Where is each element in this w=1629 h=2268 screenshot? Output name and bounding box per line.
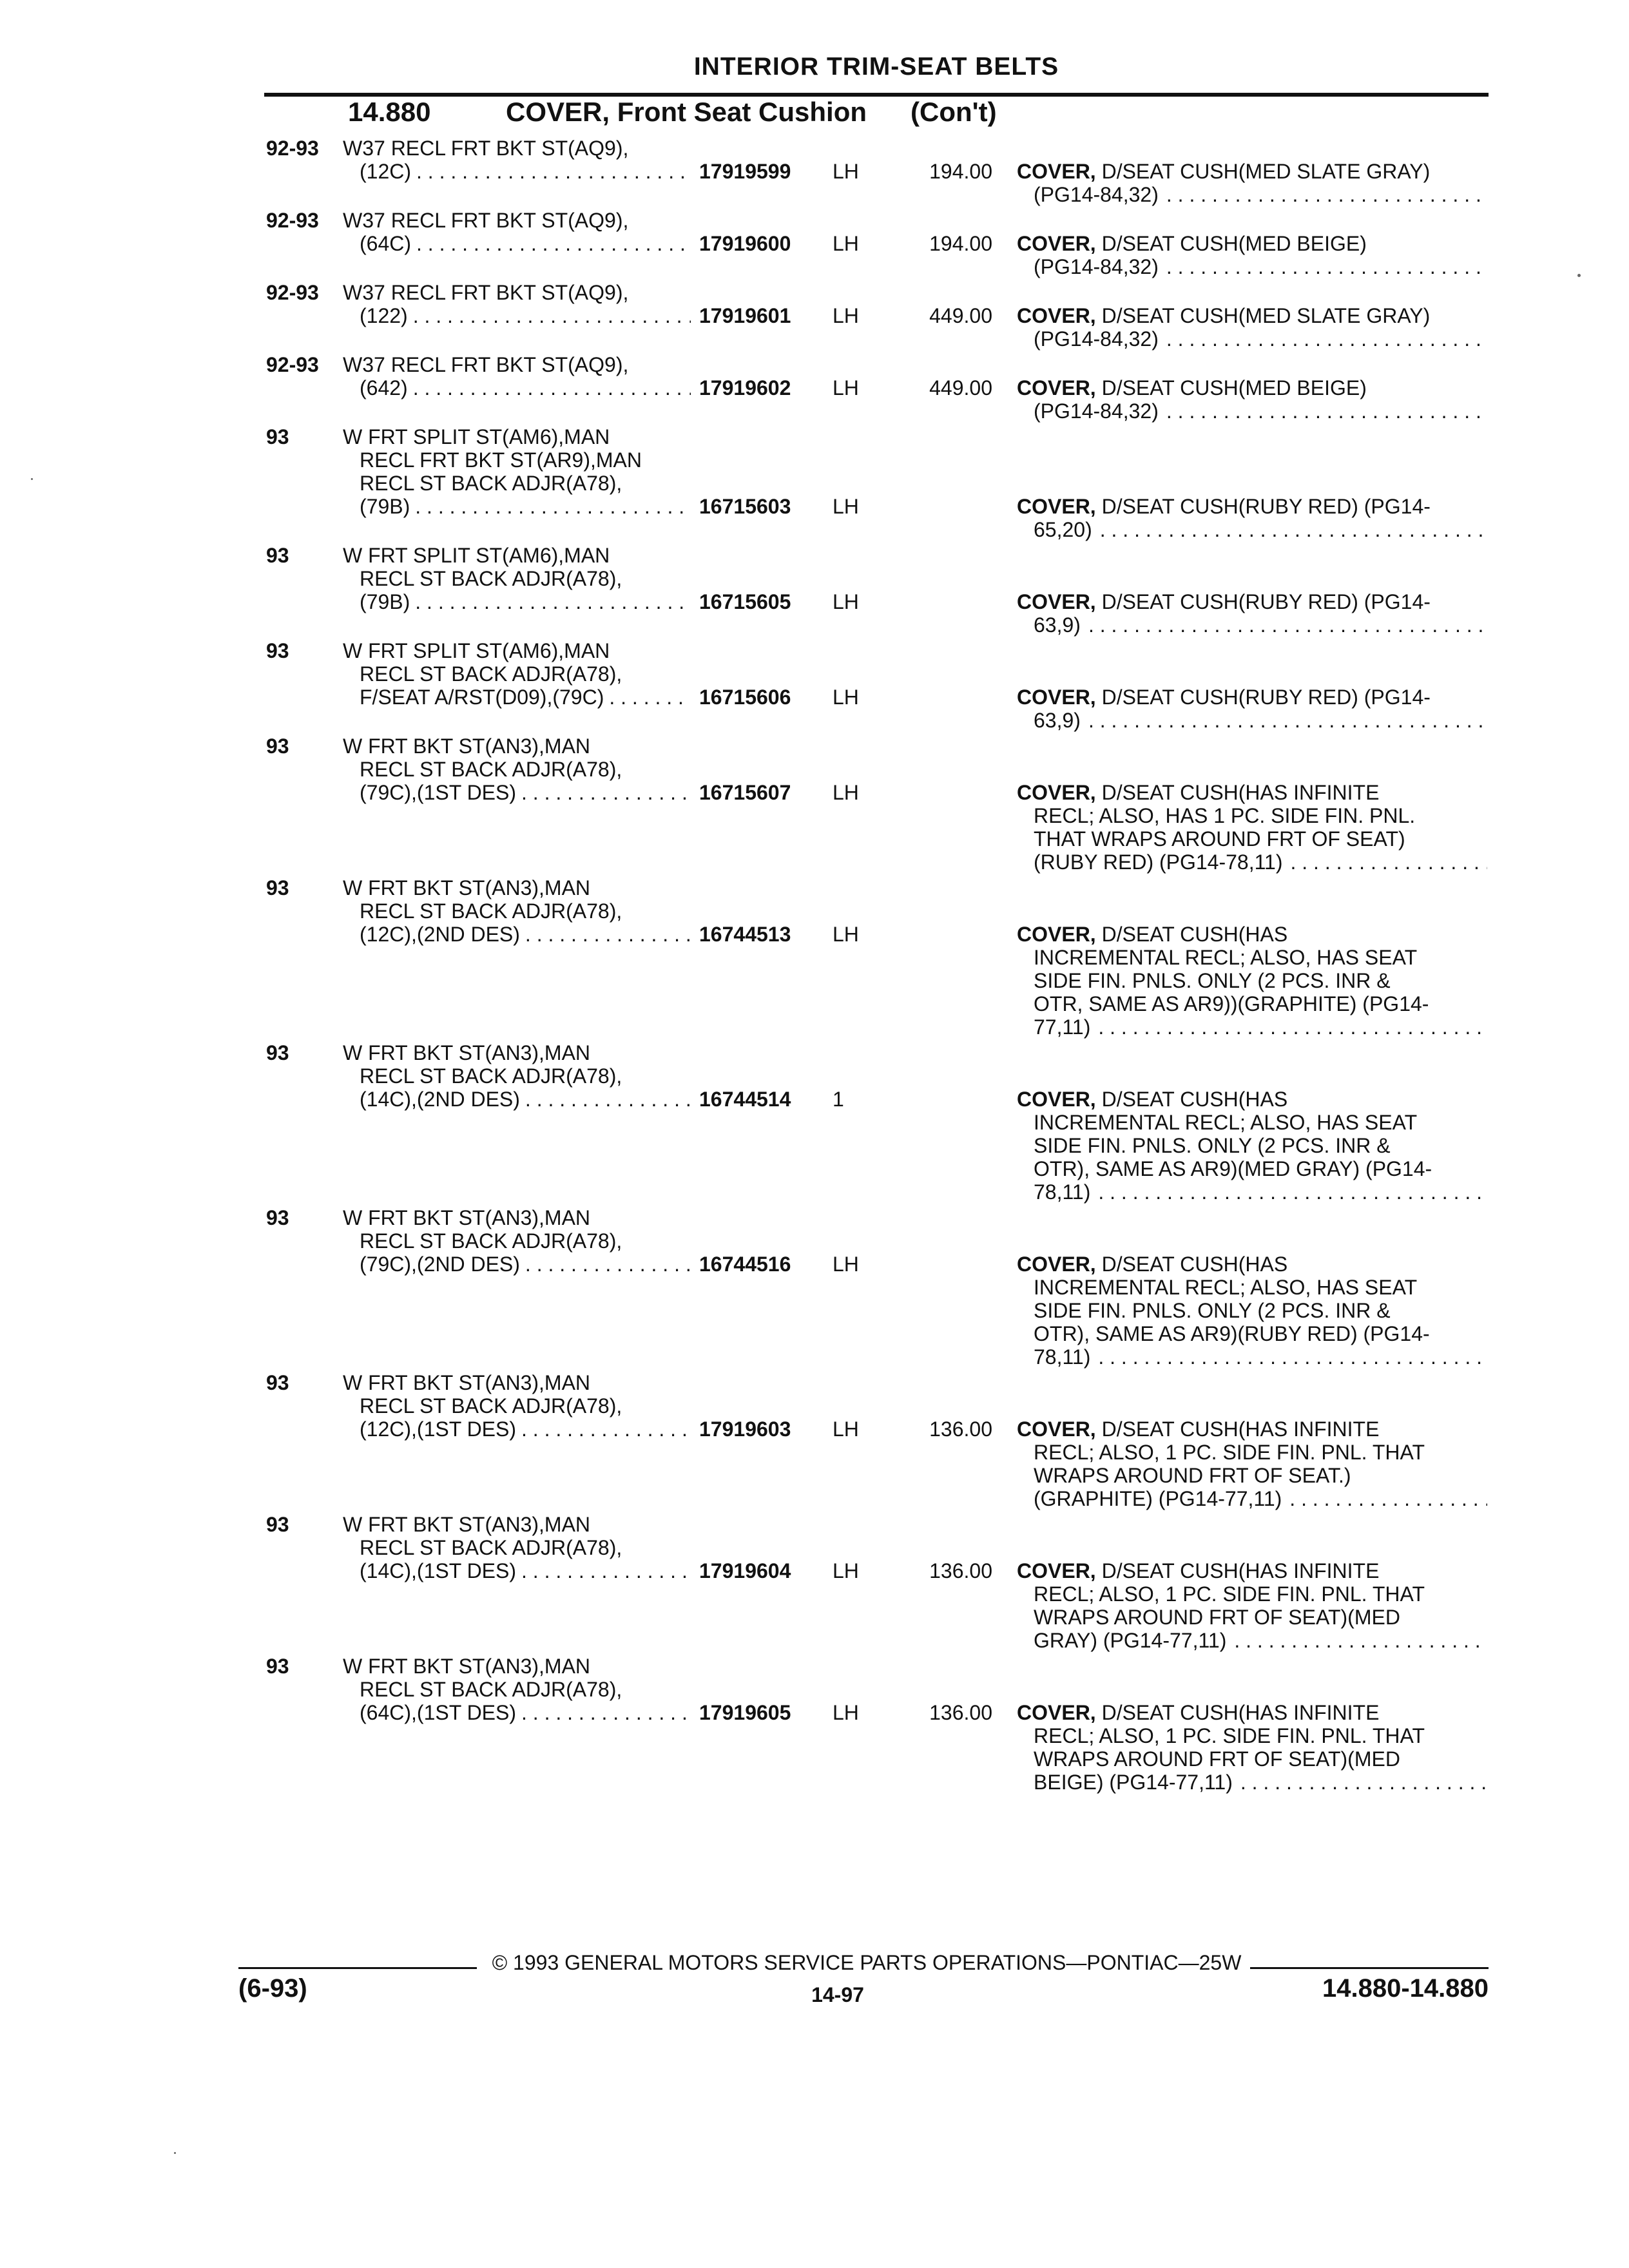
part-number: 16715603 <box>699 495 791 518</box>
table-row <box>0 137 1629 209</box>
description-line: W FRT SPLIT ST(AM6),MAN <box>343 639 610 662</box>
section-range: 14.880-14.880 <box>1322 1974 1489 2003</box>
dot-leader <box>521 1559 691 1582</box>
part-description-line-last <box>1017 1345 1487 1369</box>
part-description <box>1017 1559 1487 1652</box>
quantity: LH <box>833 590 859 613</box>
part-description-text: (PG14-84,32) <box>1034 327 1159 351</box>
section-name: COVER, Front Seat Cushion <box>506 97 867 127</box>
dot-leader <box>1234 1629 1487 1652</box>
part-description-line: RECL; ALSO, 1 PC. SIDE FIN. PNL. THAT <box>1034 1582 1425 1606</box>
dot-leader <box>1166 399 1487 423</box>
part-type-label: COVER, <box>1017 1253 1096 1276</box>
application-description <box>343 425 691 518</box>
part-number: 17919600 <box>699 232 791 255</box>
dot-leader <box>525 923 691 946</box>
part-description-text: (GRAPHITE) (PG14-77,11) <box>1034 1487 1282 1510</box>
part-description-text: 65,20) <box>1034 518 1092 541</box>
description-line: RECL ST BACK ADJR(A78), <box>360 1678 622 1701</box>
part-type-label: COVER, <box>1017 1418 1096 1441</box>
description-line-last <box>343 376 691 399</box>
description-text: (79B) <box>360 590 410 613</box>
description-line: W37 RECL FRT BKT ST(AQ9), <box>343 281 629 304</box>
part-description-line: INCREMENTAL RECL; ALSO, HAS SEAT <box>1034 1276 1418 1299</box>
part-description-line: COVER, D/SEAT CUSH(HAS INFINITE <box>1017 1701 1380 1724</box>
part-description-line: OTR), SAME AS AR9)(MED GRAY) (PG14- <box>1034 1157 1432 1180</box>
description-line-last <box>343 304 691 327</box>
description-line: RECL ST BACK ADJR(A78), <box>360 1229 622 1253</box>
page-number: 14-97 <box>811 1983 864 2006</box>
description-line: RECL ST BACK ADJR(A78), <box>360 567 622 590</box>
part-type-label: COVER, <box>1017 686 1096 709</box>
part-number: 16715605 <box>699 590 791 613</box>
part-description-line: COVER, D/SEAT CUSH(HAS <box>1017 1253 1288 1276</box>
part-description-line: COVER, D/SEAT CUSH(HAS INFINITE <box>1017 1418 1380 1441</box>
application-description <box>343 1371 691 1441</box>
part-number: 16744514 <box>699 1088 791 1111</box>
part-description <box>1017 1701 1487 1794</box>
description-line: W FRT BKT ST(AN3),MAN <box>343 1041 591 1064</box>
model-years: 93 <box>266 876 289 899</box>
table-row <box>0 281 1629 353</box>
quantity: LH <box>833 160 859 183</box>
description-line-last <box>343 160 691 183</box>
list-price: 194.00 <box>929 160 992 183</box>
application-description <box>343 281 691 327</box>
dot-leader <box>521 781 691 804</box>
part-description-line-last <box>1017 850 1487 874</box>
dot-leader <box>1240 1771 1487 1794</box>
dot-leader <box>1166 327 1487 351</box>
application-description <box>343 1041 691 1111</box>
description-line-last <box>343 1253 691 1276</box>
part-description-text: 63,9) <box>1034 709 1081 732</box>
application-description <box>343 1206 691 1276</box>
application-description <box>343 209 691 255</box>
dot-leader <box>1289 1487 1487 1510</box>
quantity: LH <box>833 1418 859 1441</box>
part-description-line-last <box>1017 1015 1487 1039</box>
part-type-label: COVER, <box>1017 781 1096 804</box>
part-number: 17919603 <box>699 1418 791 1441</box>
part-type-label: COVER, <box>1017 232 1096 255</box>
dot-leader <box>521 1701 691 1724</box>
description-line: W FRT BKT ST(AN3),MAN <box>343 1655 591 1678</box>
description-line: W37 RECL FRT BKT ST(AQ9), <box>343 137 629 160</box>
dot-leader <box>525 1253 691 1276</box>
part-description-line-last <box>1017 1487 1487 1510</box>
part-description <box>1017 781 1487 874</box>
part-description <box>1017 590 1487 637</box>
dot-leader <box>1166 255 1487 278</box>
application-description <box>343 353 691 399</box>
model-years: 93 <box>266 1513 289 1536</box>
scan-speck <box>174 2152 176 2154</box>
description-text: (122) <box>360 304 408 327</box>
part-description-line-last <box>1017 1629 1487 1652</box>
description-line-last <box>343 1088 691 1111</box>
application-description <box>343 544 691 613</box>
list-price: 136.00 <box>929 1701 992 1724</box>
description-line: RECL ST BACK ADJR(A78), <box>360 1064 622 1088</box>
application-description <box>343 639 691 709</box>
dot-leader <box>525 1088 691 1111</box>
quantity: LH <box>833 304 859 327</box>
model-years: 92-93 <box>266 209 319 232</box>
description-line-last <box>343 1559 691 1582</box>
part-description-line: WRAPS AROUND FRT OF SEAT)(MED <box>1034 1747 1400 1771</box>
description-line-last <box>343 781 691 804</box>
description-line: RECL ST BACK ADJR(A78), <box>360 899 622 923</box>
model-years: 93 <box>266 639 289 662</box>
part-description-text: (PG14-84,32) <box>1034 399 1159 423</box>
application-description <box>343 735 691 804</box>
part-description-line: SIDE FIN. PNLS. ONLY (2 PCS. INR & <box>1034 1299 1391 1322</box>
list-price: 194.00 <box>929 232 992 255</box>
description-line: W FRT BKT ST(AN3),MAN <box>343 1371 591 1394</box>
part-number: 17919601 <box>699 304 791 327</box>
description-line-last <box>343 1418 691 1441</box>
dot-leader <box>416 160 691 183</box>
description-line: W37 RECL FRT BKT ST(AQ9), <box>343 353 629 376</box>
part-description-text: GRAY) (PG14-77,11) <box>1034 1629 1227 1652</box>
part-description-line: COVER, D/SEAT CUSH(RUBY RED) (PG14- <box>1017 590 1431 613</box>
table-row <box>0 1371 1629 1513</box>
part-description-line: COVER, D/SEAT CUSH(HAS <box>1017 1088 1288 1111</box>
part-type-label: COVER, <box>1017 923 1096 946</box>
scan-speck <box>1577 274 1581 277</box>
part-description-line: INCREMENTAL RECL; ALSO, HAS SEAT <box>1034 946 1418 969</box>
description-text: (64C) <box>360 232 412 255</box>
part-description-line: OTR), SAME AS AR9)(RUBY RED) (PG14- <box>1034 1322 1430 1345</box>
part-type-label: COVER, <box>1017 495 1096 518</box>
list-price: 136.00 <box>929 1559 992 1582</box>
dot-leader <box>415 590 691 613</box>
part-description-line: COVER, D/SEAT CUSH(MED BEIGE) <box>1017 376 1367 399</box>
application-description <box>343 1513 691 1582</box>
model-years: 92-93 <box>266 137 319 160</box>
description-line: RECL ST BACK ADJR(A78), <box>360 758 622 781</box>
description-text: (12C),(2ND DES) <box>360 923 520 946</box>
description-text: (79B) <box>360 495 410 518</box>
description-line: RECL ST BACK ADJR(A78), <box>360 662 622 686</box>
quantity: LH <box>833 1253 859 1276</box>
description-line: W FRT BKT ST(AN3),MAN <box>343 1206 591 1229</box>
model-years: 93 <box>266 1371 289 1394</box>
part-description-line-last <box>1017 183 1487 206</box>
part-description-text: 78,11) <box>1034 1180 1091 1204</box>
description-line: RECL ST BACK ADJR(A78), <box>360 472 622 495</box>
description-text: (64C),(1ST DES) <box>360 1701 517 1724</box>
copyright-notice: © 1993 GENERAL MOTORS SERVICE PARTS OPERATIONS—PONTIAC—25W <box>492 1951 1242 1974</box>
description-line-last <box>343 1701 691 1724</box>
list-price: 449.00 <box>929 304 992 327</box>
model-years: 93 <box>266 425 289 448</box>
table-row <box>0 425 1629 544</box>
description-line-last <box>343 923 691 946</box>
dot-leader <box>1098 1015 1487 1039</box>
part-number: 17919599 <box>699 160 791 183</box>
part-description-line: SIDE FIN. PNLS. ONLY (2 PCS. INR & <box>1034 969 1391 992</box>
continued-label: (Con't) <box>911 97 997 127</box>
description-text: (14C),(2ND DES) <box>360 1088 520 1111</box>
part-description-text: BEIGE) (PG14-77,11) <box>1034 1771 1233 1794</box>
application-description <box>343 137 691 183</box>
description-line-last <box>343 686 691 709</box>
revision-date: (6-93) <box>238 1974 307 2003</box>
quantity: LH <box>833 781 859 804</box>
description-line-last <box>343 232 691 255</box>
model-years: 93 <box>266 1206 289 1229</box>
part-type-label: COVER, <box>1017 1701 1096 1724</box>
page-title: INTERIOR TRIM-SEAT BELTS <box>693 53 1059 81</box>
dot-leader <box>1098 1180 1487 1204</box>
table-row <box>0 1206 1629 1371</box>
table-row <box>0 544 1629 639</box>
part-description-text: 78,11) <box>1034 1345 1091 1369</box>
description-line: W FRT BKT ST(AN3),MAN <box>343 735 591 758</box>
description-text: F/SEAT A/RST(D09),(79C) <box>360 686 604 709</box>
part-number: 17919605 <box>699 1701 791 1724</box>
description-text: (642) <box>360 376 408 399</box>
quantity: LH <box>833 1559 859 1582</box>
page-header <box>264 50 1489 97</box>
part-description-line: THAT WRAPS AROUND FRT OF SEAT) <box>1034 827 1405 850</box>
part-description-line-last <box>1017 327 1487 351</box>
part-type-label: COVER, <box>1017 1088 1096 1111</box>
footer-rule-right <box>1250 1967 1489 1969</box>
part-description-text: (RUBY RED) (PG14-78,11) <box>1034 850 1283 874</box>
part-description-line: COVER, D/SEAT CUSH(HAS INFINITE <box>1017 781 1380 804</box>
part-description-line-last <box>1017 1771 1487 1794</box>
part-description-line-last <box>1017 1180 1487 1204</box>
part-description-line-last <box>1017 518 1487 541</box>
description-text: (79C),(1ST DES) <box>360 781 517 804</box>
part-type-label: COVER, <box>1017 160 1096 183</box>
section-number: 14.880 <box>348 97 431 127</box>
part-description <box>1017 376 1487 423</box>
model-years: 93 <box>266 544 289 567</box>
part-description-line: WRAPS AROUND FRT OF SEAT)(MED <box>1034 1606 1400 1629</box>
part-description <box>1017 160 1487 206</box>
part-description <box>1017 1418 1487 1510</box>
part-description <box>1017 232 1487 278</box>
table-row <box>0 735 1629 876</box>
dot-leader <box>521 1418 691 1441</box>
scan-speck <box>31 478 33 480</box>
part-description <box>1017 923 1487 1039</box>
table-row <box>0 353 1629 425</box>
part-description-text: 63,9) <box>1034 613 1081 637</box>
part-description-line-last <box>1017 709 1487 732</box>
quantity: LH <box>833 495 859 518</box>
model-years: 93 <box>266 1655 289 1678</box>
part-description-line: COVER, D/SEAT CUSH(MED SLATE GRAY) <box>1017 160 1431 183</box>
part-description-text: 77,11) <box>1034 1015 1091 1039</box>
table-row <box>0 1041 1629 1206</box>
dot-leader <box>1088 613 1487 637</box>
part-description <box>1017 686 1487 732</box>
quantity: LH <box>833 923 859 946</box>
part-description <box>1017 495 1487 541</box>
dot-leader <box>415 495 691 518</box>
dot-leader <box>609 686 691 709</box>
part-type-label: COVER, <box>1017 304 1096 327</box>
description-line: RECL ST BACK ADJR(A78), <box>360 1536 622 1559</box>
part-number: 16715607 <box>699 781 791 804</box>
part-number: 16744516 <box>699 1253 791 1276</box>
part-type-label: COVER, <box>1017 590 1096 613</box>
dot-leader <box>413 376 691 399</box>
dot-leader <box>1100 518 1487 541</box>
application-description <box>343 1655 691 1724</box>
quantity: LH <box>833 376 859 399</box>
part-description-line: INCREMENTAL RECL; ALSO, HAS SEAT <box>1034 1111 1418 1134</box>
footer-rule-left <box>238 1967 477 1969</box>
description-line: W37 RECL FRT BKT ST(AQ9), <box>343 209 629 232</box>
part-description <box>1017 304 1487 351</box>
description-text: (79C),(2ND DES) <box>360 1253 520 1276</box>
description-line-last <box>343 495 691 518</box>
part-description-line: COVER, D/SEAT CUSH(HAS INFINITE <box>1017 1559 1380 1582</box>
description-line: W FRT SPLIT ST(AM6),MAN <box>343 425 610 448</box>
dot-leader <box>413 304 691 327</box>
description-line: RECL ST BACK ADJR(A78), <box>360 1394 622 1418</box>
description-text: (12C) <box>360 160 412 183</box>
description-text: (14C),(1ST DES) <box>360 1559 517 1582</box>
section-title <box>348 97 997 128</box>
part-number: 16744513 <box>699 923 791 946</box>
table-row <box>0 1655 1629 1796</box>
part-number: 17919604 <box>699 1559 791 1582</box>
part-description <box>1017 1088 1487 1204</box>
description-line: W FRT BKT ST(AN3),MAN <box>343 876 591 899</box>
dot-leader <box>1088 709 1487 732</box>
quantity: LH <box>833 232 859 255</box>
part-type-label: COVER, <box>1017 1559 1096 1582</box>
quantity: 1 <box>833 1088 844 1111</box>
part-description-line: COVER, D/SEAT CUSH(MED SLATE GRAY) <box>1017 304 1431 327</box>
dot-leader <box>1290 850 1487 874</box>
part-description-text: (PG14-84,32) <box>1034 255 1159 278</box>
description-text: (12C),(1ST DES) <box>360 1418 517 1441</box>
list-price: 136.00 <box>929 1418 992 1441</box>
dot-leader <box>416 232 691 255</box>
part-type-label: COVER, <box>1017 376 1096 399</box>
table-row <box>0 1513 1629 1655</box>
part-description-line-last <box>1017 613 1487 637</box>
part-description <box>1017 1253 1487 1369</box>
description-line: W FRT BKT ST(AN3),MAN <box>343 1513 591 1536</box>
description-line-last <box>343 590 691 613</box>
list-price: 449.00 <box>929 376 992 399</box>
part-description-line: COVER, D/SEAT CUSH(RUBY RED) (PG14- <box>1017 495 1431 518</box>
part-description-line: SIDE FIN. PNLS. ONLY (2 PCS. INR & <box>1034 1134 1391 1157</box>
part-description-line: RECL; ALSO, HAS 1 PC. SIDE FIN. PNL. <box>1034 804 1416 827</box>
part-number: 16715606 <box>699 686 791 709</box>
part-description-line-last <box>1017 255 1487 278</box>
model-years: 93 <box>266 1041 289 1064</box>
table-row <box>0 209 1629 281</box>
part-description-line: OTR, SAME AS AR9))(GRAPHITE) (PG14- <box>1034 992 1429 1015</box>
part-description-line: RECL; ALSO, 1 PC. SIDE FIN. PNL. THAT <box>1034 1724 1425 1747</box>
part-description-line: COVER, D/SEAT CUSH(RUBY RED) (PG14- <box>1017 686 1431 709</box>
quantity: LH <box>833 1701 859 1724</box>
part-description-line: WRAPS AROUND FRT OF SEAT.) <box>1034 1464 1351 1487</box>
table-row <box>0 876 1629 1041</box>
model-years: 93 <box>266 735 289 758</box>
description-line: W FRT SPLIT ST(AM6),MAN <box>343 544 610 567</box>
description-line: RECL FRT BKT ST(AR9),MAN <box>360 448 642 472</box>
application-description <box>343 876 691 946</box>
dot-leader <box>1166 183 1487 206</box>
quantity: LH <box>833 686 859 709</box>
part-description-line: RECL; ALSO, 1 PC. SIDE FIN. PNL. THAT <box>1034 1441 1425 1464</box>
part-description-line-last <box>1017 399 1487 423</box>
part-description-text: (PG14-84,32) <box>1034 183 1159 206</box>
part-description-line: COVER, D/SEAT CUSH(HAS <box>1017 923 1288 946</box>
dot-leader <box>1098 1345 1487 1369</box>
part-description-line: COVER, D/SEAT CUSH(MED BEIGE) <box>1017 232 1367 255</box>
part-number: 17919602 <box>699 376 791 399</box>
table-row <box>0 639 1629 735</box>
model-years: 92-93 <box>266 281 319 304</box>
model-years: 92-93 <box>266 353 319 376</box>
